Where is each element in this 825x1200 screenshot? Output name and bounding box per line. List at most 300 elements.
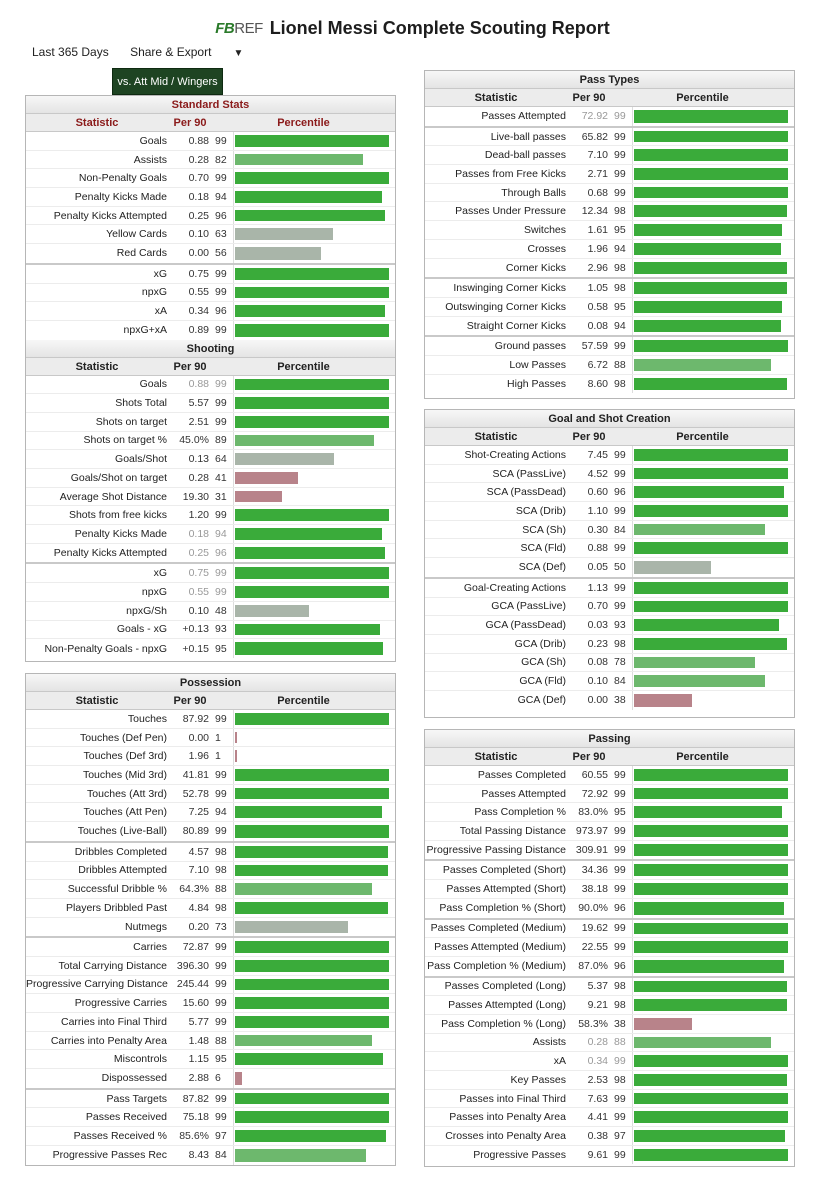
percentile-bar-track [233, 1090, 392, 1108]
stat-label[interactable]: Progressive Carries [74, 997, 167, 1010]
percentile-bar-track [233, 1127, 392, 1145]
per90-value: 72.92 [581, 787, 608, 800]
share-export-menu[interactable] [130, 45, 261, 59]
stat-group [425, 128, 794, 280]
per90-value: 973.97 [575, 824, 608, 837]
stat-row [425, 1052, 794, 1071]
stat-label[interactable]: Passes Completed (Short) [442, 864, 566, 877]
stat-label[interactable]: Touches (Def Pen) [80, 731, 167, 744]
percentile-bar [235, 1035, 372, 1047]
stat-row [425, 672, 794, 691]
column-header-statistic[interactable]: Statistic [474, 92, 518, 104]
percentile-value: 78 [614, 656, 626, 669]
percentile-bar [235, 528, 382, 540]
percentile-bar [634, 340, 788, 352]
per90-value: 60.55 [581, 768, 608, 781]
stat-label[interactable]: Carries into Penalty Area [50, 1034, 167, 1047]
percentile-bar [235, 472, 298, 484]
percentile-bar-track [233, 151, 392, 169]
percentile-bar-track [233, 244, 392, 263]
percentile-bar-track [233, 710, 392, 728]
percentile-bar-track [632, 128, 791, 146]
section-pass-types [425, 71, 794, 393]
stat-label[interactable]: Passes into Penalty Area [449, 1111, 566, 1124]
stat-label[interactable]: SCA (PassDead) [486, 486, 566, 499]
stat-label[interactable]: Touches [127, 712, 167, 725]
stat-row [425, 240, 794, 259]
per90-value: 57.59 [581, 340, 608, 353]
stat-label[interactable]: Pass Completion % [474, 806, 566, 819]
per90-value: 1.15 [188, 1053, 209, 1066]
percentile-value: 98 [614, 282, 626, 295]
percentile-bar-track [233, 899, 392, 917]
percentile-bar [235, 769, 389, 781]
stat-group [425, 978, 794, 1165]
per90-value: 4.41 [587, 1111, 608, 1124]
column-header-percentile[interactable]: Percentile [676, 92, 729, 104]
stat-label[interactable]: Shots on target % [83, 434, 167, 447]
stat-label[interactable]: Touches (Live-Ball) [77, 825, 167, 838]
percentile-bar [235, 228, 333, 240]
stat-label[interactable]: Dribbles Attempted [78, 864, 167, 877]
panel-standard-shooting [25, 95, 396, 662]
column-header-statistic[interactable]: Statistic [75, 360, 119, 373]
stat-label[interactable]: Penalty Kicks Made [74, 190, 167, 203]
percentile-bar-track [233, 843, 392, 861]
stat-label[interactable]: High Passes [507, 377, 566, 390]
stat-label[interactable]: Assists [133, 153, 167, 166]
percentile-bar-track [233, 1050, 392, 1068]
percentile-value: 99 [614, 149, 626, 162]
percentile-bar [634, 131, 788, 143]
column-header-percentile[interactable]: Percentile [676, 751, 729, 763]
percentile-bar [235, 435, 374, 447]
percentile-bar-track [632, 539, 791, 557]
stat-label[interactable]: npxG [141, 585, 167, 598]
percentile-value: 99 [215, 712, 227, 725]
stat-label[interactable]: Penalty Kicks Attempted [53, 547, 167, 560]
stat-label[interactable]: SCA (Def) [518, 561, 566, 574]
percentile-value: 99 [614, 1149, 626, 1162]
stat-label[interactable]: Nutmegs [124, 920, 167, 933]
percentile-bar [634, 468, 788, 480]
stat-label[interactable]: GCA (PassLive) [491, 600, 566, 613]
percentile-value: 99 [215, 267, 227, 280]
stat-label[interactable]: Passes Under Pressure [455, 205, 566, 218]
stat-label[interactable]: Shots from free kicks [68, 509, 167, 522]
column-header-per90[interactable]: Per 90 [572, 431, 606, 443]
percentile-bar-track [632, 1146, 791, 1165]
stat-row [26, 880, 395, 899]
percentile-value: 88 [215, 883, 227, 896]
percentile-value: 99 [215, 1015, 227, 1028]
percentile-bar [235, 997, 389, 1009]
percentile-bar [634, 224, 782, 236]
stat-label[interactable]: Inswinging Corner Kicks [453, 282, 566, 295]
stat-label[interactable]: Crosses into Penalty Area [445, 1129, 566, 1142]
stat-label[interactable]: npxG+xA [123, 324, 167, 337]
stat-label[interactable]: Progressive Carrying Distance [26, 978, 168, 991]
percentile-bar-track [632, 184, 791, 202]
per90-value: 0.10 [587, 675, 608, 688]
percentile-value: 99 [614, 110, 626, 123]
percentile-bar [634, 243, 781, 255]
stat-row [26, 994, 395, 1013]
stat-label[interactable]: Goals [139, 378, 167, 391]
percentile-bar-track [233, 862, 392, 880]
stat-label[interactable]: Non-Penalty Goals [78, 172, 167, 185]
percentile-value: 99 [215, 397, 227, 410]
stat-label[interactable]: Pass Completion % (Medium) [427, 960, 566, 973]
percentile-bar [235, 453, 334, 465]
percentile-bar-track [632, 672, 791, 690]
stat-label[interactable]: Key Passes [510, 1073, 566, 1086]
stat-label[interactable]: Passes Received [85, 1111, 167, 1124]
stat-label[interactable]: Ground passes [494, 340, 566, 353]
percentile-value: 99 [215, 324, 227, 337]
per90-value: 0.55 [188, 585, 209, 598]
column-header-per90[interactable]: Per 90 [173, 360, 207, 373]
column-header-percentile[interactable]: Percentile [277, 360, 330, 373]
stat-row [26, 862, 395, 881]
stat-label[interactable]: Passes Attempted (Long) [448, 999, 566, 1012]
percentile-bar [634, 694, 692, 707]
stat-label[interactable]: Carries into Final Third [60, 1015, 167, 1028]
stat-row [26, 151, 395, 170]
stat-label[interactable]: Red Cards [116, 247, 167, 260]
column-header-statistic[interactable]: Statistic [75, 695, 119, 707]
stat-row [425, 654, 794, 673]
percentile-value: 99 [215, 286, 227, 299]
per90-value: 0.00 [587, 694, 608, 707]
percentile-bar-track [632, 957, 791, 976]
percentile-bar-track [632, 635, 791, 653]
column-header-statistic[interactable]: Statistic [474, 431, 518, 443]
percentile-value: 95 [614, 300, 626, 313]
stat-label[interactable]: Total Carrying Distance [58, 959, 167, 972]
percentile-bar [634, 524, 765, 536]
stat-label[interactable]: Shot-Creating Actions [464, 448, 566, 461]
stat-label[interactable]: Dribbles Completed [74, 845, 167, 858]
percentile-bar-track [233, 621, 392, 639]
stat-label[interactable]: Progressive Passing Distance [426, 844, 566, 857]
per90-value: 0.75 [188, 567, 209, 580]
stat-row [425, 1034, 794, 1053]
stat-row [26, 321, 395, 340]
per90-value: 0.28 [188, 153, 209, 166]
column-header-percentile[interactable]: Percentile [277, 117, 330, 129]
stat-label[interactable]: Goals - xG [116, 623, 167, 636]
per90-value: 0.70 [587, 600, 608, 613]
per90-value: 0.34 [587, 1055, 608, 1068]
stat-label[interactable]: Assists [532, 1036, 566, 1049]
percentile-bar-track [632, 616, 791, 634]
stat-label[interactable]: Crosses [527, 242, 566, 255]
percentile-bar-track [632, 446, 791, 464]
stat-row [425, 184, 794, 203]
stat-label[interactable]: Yellow Cards [106, 228, 167, 241]
stat-label[interactable]: npxG [141, 286, 167, 299]
stat-label[interactable]: xG [153, 267, 167, 280]
stat-group [425, 446, 794, 579]
percentile-bar-track [632, 375, 791, 394]
stat-label[interactable]: Live-ball passes [490, 130, 566, 143]
percentile-bar [634, 449, 788, 461]
stat-row [26, 710, 395, 729]
percentile-value: 48 [215, 604, 227, 617]
percentile-bar [235, 865, 388, 877]
percentile-value: 99 [215, 509, 227, 522]
percentile-value: 98 [614, 261, 626, 274]
stat-row [26, 188, 395, 207]
percentile-bar [634, 486, 784, 498]
percentile-bar [235, 624, 380, 636]
stat-label[interactable]: SCA (Fld) [520, 542, 566, 555]
stat-label[interactable]: Goals/Shot [115, 453, 167, 466]
percentile-bar-track [233, 284, 392, 302]
per90-value: 19.62 [581, 922, 608, 935]
stat-row [26, 564, 395, 583]
stat-label[interactable]: Miscontrols [113, 1053, 167, 1066]
percentile-value: 38 [614, 1017, 626, 1030]
section-title: Standard Stats [26, 96, 395, 114]
percentile-bar [235, 846, 388, 858]
stat-label[interactable]: Passes Completed (Long) [444, 980, 566, 993]
stat-row [26, 747, 395, 766]
per90-value: 7.10 [587, 149, 608, 162]
percentile-bar [235, 491, 282, 503]
percentile-value: 99 [614, 448, 626, 461]
stat-label[interactable]: Shots on target [95, 415, 167, 428]
section-title: Goal and Shot Creation [425, 410, 794, 428]
per90-value: 2.96 [587, 261, 608, 274]
stat-label[interactable]: xG [153, 567, 167, 580]
stat-label[interactable]: SCA (Drib) [515, 504, 566, 517]
percentile-bar-track [233, 132, 392, 150]
per90-value: 0.55 [188, 286, 209, 299]
percentile-value: 96 [215, 547, 227, 560]
stat-label[interactable]: Passes Attempted (Medium) [434, 941, 566, 954]
per90-value: 72.87 [182, 941, 209, 954]
column-header-per90[interactable]: Per 90 [572, 751, 606, 763]
stat-label[interactable]: Dead-ball passes [484, 149, 566, 162]
stat-row [26, 938, 395, 957]
stat-label[interactable]: npxG/Sh [126, 604, 167, 617]
stat-label[interactable]: Goals [139, 134, 167, 147]
percentile-bar-track [233, 413, 392, 431]
per90-value: 0.20 [188, 920, 209, 933]
percentile-bar-track [233, 525, 392, 543]
per90-value: 90.0% [578, 902, 608, 915]
per90-value: 7.63 [587, 1092, 608, 1105]
column-header-row [425, 748, 794, 766]
percentile-bar [235, 732, 237, 744]
stat-label[interactable]: Pass Targets [106, 1092, 167, 1105]
stat-label[interactable]: Progressive Passes Rec [52, 1149, 167, 1162]
percentile-bar-track [233, 564, 392, 582]
stat-label[interactable]: Total Passing Distance [459, 824, 566, 837]
stat-label[interactable]: GCA (Fld) [519, 675, 566, 688]
percentile-value: 50 [614, 561, 626, 574]
stat-row [26, 729, 395, 748]
column-header-per90[interactable]: Per 90 [173, 695, 207, 707]
stat-group [425, 920, 794, 978]
stat-row [425, 1127, 794, 1146]
percentile-bar-track [233, 169, 392, 187]
column-header-per90[interactable]: Per 90 [173, 117, 207, 129]
column-header-per90[interactable]: Per 90 [572, 92, 606, 104]
stat-row [26, 450, 395, 469]
per90-value: 4.52 [587, 467, 608, 480]
percentile-bar-track [632, 880, 791, 898]
stat-label[interactable]: Shots Total [115, 397, 167, 410]
stat-label[interactable]: Pass Completion % (Long) [441, 1017, 566, 1030]
per90-value: 396.30 [176, 959, 209, 972]
stat-label[interactable]: Passes Attempted (Short) [446, 882, 566, 895]
stat-label[interactable]: Non-Penalty Goals - npxG [44, 642, 167, 655]
percentile-bar-track [632, 279, 791, 297]
stat-label[interactable]: Touches (Att 3rd) [87, 787, 167, 800]
stat-label[interactable]: Passes into Final Third [459, 1092, 566, 1105]
stat-label[interactable]: Touches (Def 3rd) [83, 750, 167, 763]
per90-value: 19.30 [182, 490, 209, 503]
column-header-row [425, 89, 794, 107]
percentile-bar-track [233, 880, 392, 898]
per90-value: 0.00 [188, 731, 209, 744]
percentile-value: 73 [215, 920, 227, 933]
stat-row [425, 996, 794, 1015]
percentile-bar-track [632, 920, 791, 938]
stat-group [425, 337, 794, 393]
stat-label[interactable]: GCA (PassDead) [485, 619, 566, 632]
per90-value: 7.25 [188, 806, 209, 819]
stat-group [26, 938, 395, 1090]
per90-value: 245.44 [176, 978, 209, 991]
stat-row [425, 1090, 794, 1109]
stat-label[interactable]: GCA (Drib) [514, 637, 566, 650]
stat-label[interactable]: GCA (Sh) [521, 656, 566, 669]
stat-row [425, 279, 794, 298]
stat-row [425, 899, 794, 918]
stat-label[interactable]: Passes Attempted [481, 110, 566, 123]
stat-label[interactable]: Touches (Att Pen) [83, 806, 167, 819]
stat-label[interactable]: Penalty Kicks Attempted [53, 209, 167, 222]
stat-label[interactable]: Pass Completion % (Short) [439, 902, 566, 915]
column-header-percentile[interactable]: Percentile [676, 431, 729, 443]
position-tab-att-mid-wingers[interactable]: vs. Att Mid / Wingers [112, 68, 223, 95]
percentile-value: 99 [215, 1111, 227, 1124]
per90-value: 0.68 [587, 186, 608, 199]
stat-label[interactable]: Touches (Mid 3rd) [82, 768, 167, 781]
stat-label[interactable]: Switches [523, 223, 566, 236]
percentile-bar [634, 505, 788, 517]
stat-label[interactable]: xA [553, 1055, 566, 1068]
stat-row [26, 621, 395, 640]
stat-label[interactable]: SCA (Sh) [522, 523, 566, 536]
percentile-value: 99 [215, 1092, 227, 1105]
stat-label[interactable]: Dispossessed [101, 1072, 167, 1085]
percentile-bar-track [233, 785, 392, 803]
column-header-statistic[interactable]: Statistic [75, 117, 119, 129]
period-filter[interactable]: Last 365 Days [32, 45, 109, 59]
stat-label[interactable]: GCA (Def) [517, 694, 566, 707]
column-header-row [26, 358, 395, 376]
stat-label[interactable]: Straight Corner Kicks [466, 319, 566, 332]
section-title: Shooting [26, 340, 395, 358]
per90-value: 2.51 [188, 415, 209, 428]
percentile-value: 97 [614, 1129, 626, 1142]
percentile-bar [634, 923, 788, 935]
percentile-bar-track [233, 1146, 392, 1165]
percentile-bar-track [233, 302, 392, 320]
stat-label[interactable]: Goals/Shot on target [70, 471, 167, 484]
percentile-value: 88 [614, 1036, 626, 1049]
percentile-bar [634, 788, 788, 800]
per90-value: 9.61 [587, 1149, 608, 1162]
percentile-bar-track [233, 1108, 392, 1126]
stat-label[interactable]: Through Balls [501, 186, 566, 199]
percentile-value: 98 [614, 980, 626, 993]
fbref-logo[interactable]: FBREF [215, 20, 263, 37]
percentile-bar [235, 1111, 389, 1123]
stat-label[interactable]: Players Dribbled Past [66, 901, 167, 914]
stat-label[interactable]: Successful Dribble % [67, 883, 167, 896]
stat-label[interactable]: Carries [133, 941, 167, 954]
percentile-bar-track [632, 841, 791, 860]
stat-label[interactable]: Passes Received % [73, 1129, 167, 1142]
stat-label[interactable]: SCA (PassLive) [492, 467, 566, 480]
stat-label[interactable]: Passes Attempted [481, 787, 566, 800]
stat-label[interactable]: Average Shot Distance [59, 490, 167, 503]
percentile-value: 93 [614, 619, 626, 632]
stat-label[interactable]: Passes from Free Kicks [455, 167, 566, 180]
percentile-value: 99 [215, 585, 227, 598]
stat-label[interactable]: Outswinging Corner Kicks [445, 300, 566, 313]
percentile-value: 96 [614, 902, 626, 915]
percentile-value: 88 [215, 1034, 227, 1047]
stat-row [26, 785, 395, 804]
stat-label[interactable]: Corner Kicks [505, 261, 566, 274]
percentile-bar-track [632, 356, 791, 374]
stat-row [26, 544, 395, 563]
percentile-bar [634, 378, 787, 391]
column-header-statistic[interactable]: Statistic [474, 751, 518, 763]
percentile-bar [634, 883, 788, 895]
stat-label[interactable]: Passes Completed (Medium) [430, 922, 566, 935]
percentile-value: 56 [215, 247, 227, 260]
percentile-bar-track [233, 994, 392, 1012]
column-header-percentile[interactable]: Percentile [277, 695, 330, 707]
percentile-value: 84 [614, 675, 626, 688]
stat-row [425, 502, 794, 521]
stat-row [26, 899, 395, 918]
per90-value: 0.28 [587, 1036, 608, 1049]
stat-label[interactable]: Progressive Passes [473, 1149, 566, 1162]
percentile-value: 94 [614, 319, 626, 332]
stat-label[interactable]: Passes Completed [477, 768, 566, 781]
percentile-value: 84 [614, 523, 626, 536]
stat-label[interactable]: Goal-Creating Actions [463, 581, 566, 594]
stat-label[interactable]: xA [154, 305, 167, 318]
per90-value: 7.10 [188, 864, 209, 877]
stat-row [26, 525, 395, 544]
percentile-bar-track [233, 321, 392, 340]
percentile-value: 99 [614, 340, 626, 353]
stat-label[interactable]: Low Passes [509, 358, 566, 371]
stat-label[interactable]: Penalty Kicks Made [74, 527, 167, 540]
percentile-value: 64 [215, 453, 227, 466]
percentile-bar [235, 586, 389, 598]
